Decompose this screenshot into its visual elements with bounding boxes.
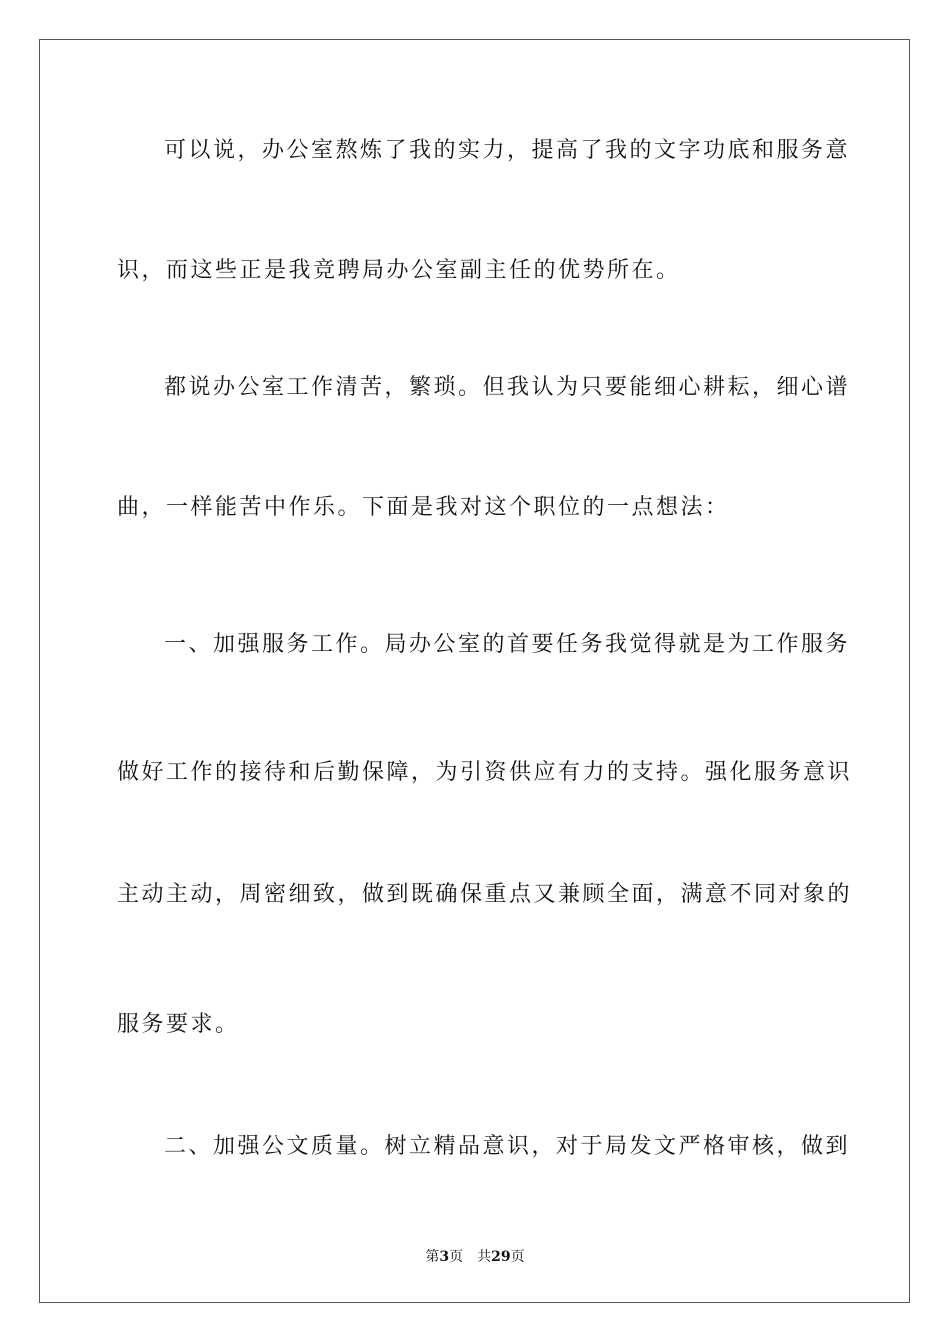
- page-footer: [0, 1248, 950, 1266]
- footer-total-pages: 29: [491, 1249, 511, 1265]
- paragraph-line-6: 做好工作的接待和后勤保障，为引资供应有力的支持。强化服务意识: [117, 760, 853, 785]
- paragraph-line-1: 可以说，办公室熬炼了我的实力，提高了我的文字功底和服务意: [164, 138, 851, 163]
- footer-total-suffix: 页: [510, 1249, 525, 1265]
- paragraph-line-3: 都说办公室工作清苦，繁琐。但我认为只要能细心耕耘，细心谱: [164, 375, 851, 400]
- footer-total-prefix: 共: [477, 1249, 492, 1265]
- paragraph-line-4: 曲，一样能苦中作乐。下面是我对这个职位的一点想法：: [117, 495, 730, 520]
- paragraph-line-7: 主动主动，周密细致，做到既确保重点又兼顾全面，满意不同对象的: [117, 882, 853, 907]
- page-border: [39, 39, 910, 1303]
- footer-page-prefix: 第: [425, 1249, 440, 1265]
- footer-page-number: 3: [439, 1249, 450, 1265]
- paragraph-line-2: 识，而这些正是我竞聘局办公室副主任的优势所在。: [117, 258, 681, 283]
- paragraph-line-5: 一、加强服务工作。局办公室的首要任务我觉得就是为工作服务: [164, 632, 851, 657]
- paragraph-line-9: 二、加强公文质量。树立精品意识，对于局发文严格审核，做到: [164, 1134, 851, 1159]
- paragraph-line-8: 服务要求。: [117, 1012, 240, 1037]
- footer-page-suffix: 页: [449, 1249, 464, 1265]
